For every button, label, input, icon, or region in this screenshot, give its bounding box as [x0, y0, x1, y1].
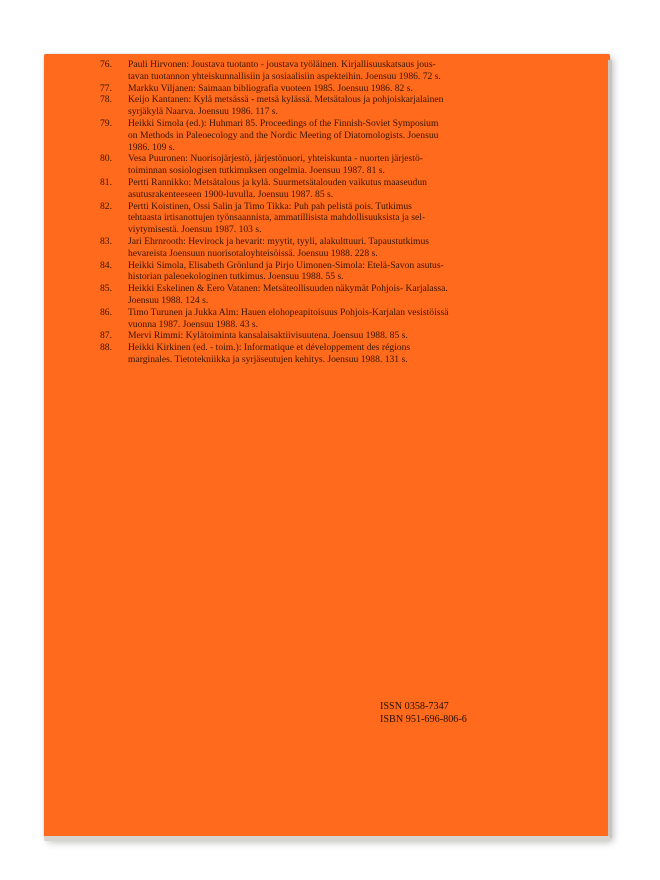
entry-number: 76.	[100, 59, 112, 70]
entry-line: Joensuu 1988. 124 s.	[128, 294, 209, 306]
list-item	[100, 153, 536, 177]
isbn-number: ISBN 951-696-806-6	[380, 714, 467, 725]
entry-line: 1986. 109 s.	[128, 141, 175, 153]
entry-line: Jari Ehrnrooth: Hevirock ja hevarit: myytit, tyyli, alakulttuuri. Tapaustutkimus	[128, 235, 430, 247]
issn-number: ISSN 0358-7347	[380, 701, 449, 712]
publication-series-list	[100, 59, 536, 366]
entry-line: Pertti Koistinen, Ossi Salin ja Timo Tikka: Puh pah pelistä pois. Tutkimus	[128, 200, 412, 212]
entry-text	[128, 201, 536, 236]
list-item	[100, 118, 536, 153]
list-item	[100, 83, 536, 95]
entry-text	[128, 260, 536, 284]
entry-line: asutusrakenteeseen 1900-luvulla. Joensuu 1987. 85 s.	[128, 188, 334, 200]
entry-line: Pertti Rannikko: Metsätalous ja kylä. Suurmetsätalouden vaikutus maaseudun	[128, 176, 427, 188]
list-item	[100, 260, 536, 284]
entry-number: 77.	[100, 82, 112, 94]
entry-line: Markku Viljanen: Saimaan bibliografia vuoteen 1985. Joensuu 1986. 82 s.	[128, 82, 413, 94]
entry-line: marginales. Tietotekniikka ja syrjäseutujen kehitys. Joensuu 1988. 131 s.	[128, 353, 408, 365]
entry-line: viytymisestä. Joensuu 1987. 103 s.	[128, 224, 262, 236]
entry-text	[128, 177, 536, 201]
entry-line: vuonna 1987. Joensuu 1988. 43 s.	[128, 318, 259, 330]
entry-number: 78.	[100, 94, 112, 106]
entry-text	[128, 236, 536, 260]
list-item	[100, 236, 536, 260]
entry-line: hevareista Joensuun nuorisotaloyhteisöissä. Joensuu 1988. 228 s.	[128, 247, 378, 259]
entry-line: Keijo Kantanen: Kylä metsässä - metsä kylässä. Metsätalous ja pohjoiskarjalainen	[128, 94, 444, 106]
list-item	[100, 177, 536, 201]
entry-line: tavan tuotannon yhteiskunnallisiin ja sosiaalisiin aspekteihin. Joensuu 1986. 72 s.	[128, 70, 441, 82]
list-item	[100, 330, 536, 342]
entry-line: Timo Turunen ja Jukka Alm: Hauen elohopeapitoisuus Pohjois-Karjalan vesistöissä	[128, 306, 449, 318]
entry-line: syrjäkylä Naarva. Joensuu 1986. 117 s.	[128, 106, 278, 118]
entry-line: historian paleoekologinen tutkimus. Joensuu 1988. 55 s.	[128, 271, 344, 283]
entry-number: 87.	[100, 330, 112, 342]
entry-text	[128, 342, 536, 366]
entry-text	[128, 330, 536, 342]
list-item	[100, 307, 536, 331]
entry-text	[128, 94, 536, 118]
entry-number: 88.	[100, 342, 112, 354]
list-item	[100, 342, 536, 366]
entry-number: 84.	[100, 259, 112, 271]
entry-text	[128, 153, 536, 177]
entry-number: 80.	[100, 153, 112, 165]
list-item	[100, 283, 536, 307]
list-item	[100, 201, 536, 236]
entry-line: Pauli Hirvonen: Joustava tuotanto - joustava työläinen. Kirjallisuuskatsaus jous-	[128, 59, 436, 70]
list-item	[100, 94, 536, 118]
entry-line: Heikki Kirkinen (ed. - toim.): Informatique et développement des régions	[128, 342, 411, 354]
entry-line: Heikki Simola (ed.): Huhmari 85. Proceedings of the Finnish-Soviet Symposium	[128, 117, 439, 129]
page-edge-right	[608, 60, 612, 838]
entry-text	[128, 59, 536, 83]
entry-number: 81.	[100, 176, 112, 188]
entry-number: 83.	[100, 235, 112, 247]
entry-text	[128, 283, 536, 307]
entry-line: Mervi Rimmi: Kylätoiminta kansalaisaktiivisuutena. Joensuu 1988. 85 s.	[128, 330, 408, 342]
list-item	[100, 59, 536, 83]
isbn-block	[380, 700, 467, 726]
entry-number: 85.	[100, 283, 112, 295]
page-edge-bottom	[44, 836, 610, 841]
entry-number: 82.	[100, 200, 112, 212]
entry-text	[128, 83, 536, 95]
entry-line: tehtaasta irtisanottujen työnsaannista, ammatillisista mahdollisuuksista ja sel-	[128, 212, 426, 224]
entry-text	[128, 307, 536, 331]
entry-number: 86.	[100, 306, 112, 318]
entry-line: Heikki Simola, Elisabeth Grönlund ja Pirjo Uimonen-Simola: Etelä-Savon asutus-	[128, 259, 444, 271]
entry-line: toiminnan sosiologisen tutkimuksen ongelmia. Joensuu 1987. 81 s.	[128, 165, 385, 177]
entry-line: Vesa Puuronen: Nuorisojärjestö, järjestönuori, yhteiskunta - nuorten järjestö-	[128, 153, 423, 165]
entry-number: 79.	[100, 117, 112, 129]
entry-text	[128, 118, 536, 153]
entry-line: Heikki Eskelinen & Eero Vatanen: Metsäteollisuuden näkymät Pohjois- Karjalassa.	[128, 283, 448, 295]
entry-line: on Methods in Paleoecology and the Nordic Meeting of Diatomologists. Joensuu	[128, 129, 439, 141]
